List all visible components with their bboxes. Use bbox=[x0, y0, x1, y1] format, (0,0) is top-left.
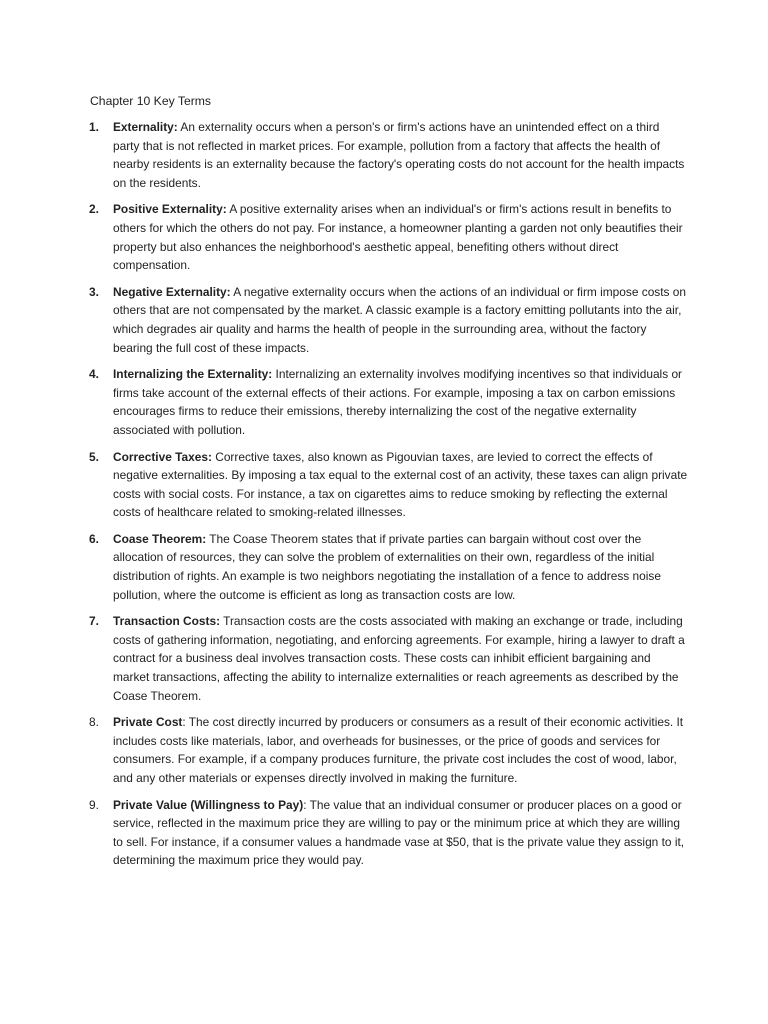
term-definition: : The value that an individual consumer or producer places on a good or service, reflected in the maximum price they are willing to pay or the minimum price at which they are willing to sell. For instance, if a consumer values a handmade vase at $50, that is the private value they assign to it, determining the maximum price they would pay. bbox=[113, 797, 685, 868]
key-term-item bbox=[89, 118, 689, 192]
term-name: Negative Externality: bbox=[113, 284, 231, 299]
term-definition: : The cost directly incurred by producers or consumers as a result of their economic activities. It includes costs like materials, labor, and overheads for businesses, or the price of goods and services for consumers. For example, if a company produces furniture, the private cost includes the cost of wood, labor, and any other materials or expenses directly involved in making the furniture. bbox=[113, 715, 684, 785]
key-term-item bbox=[89, 200, 689, 274]
key-term-item bbox=[89, 283, 689, 357]
term-number: 3. bbox=[89, 284, 99, 299]
term-definition: Internalizing an externality involves modifying incentives so that individuals or firms take account of the external effects of their actions. For example, imposing a tax on carbon emissions encourages firms to reduce their emissions, thereby internalizing the cost of the negative externality associated with pollution. bbox=[113, 367, 683, 437]
term-definition: A negative externality occurs when the actions of an individual or firm impose costs on others that are not compensated by the market. A classic example is a factory emitting pollutants into the air, which degrades air quality and harms the health of people in the surrounding area, without the factory bearing the full cost of these impacts. bbox=[113, 284, 687, 355]
term-number: 6. bbox=[89, 531, 99, 546]
term-definition: A positive externality arises when an individual's or firm's actions result in benefits to others for which the others do not pay. For instance, a homeowner planting a garden not only beautifies their property but also enhances the neighborhood's aesthetic appeal, benefiting others without direct compensation. bbox=[113, 202, 683, 273]
term-name: Transaction Costs: bbox=[113, 614, 221, 629]
key-term-item bbox=[89, 365, 689, 439]
key-term-item bbox=[89, 448, 689, 522]
key-term-item bbox=[89, 796, 689, 870]
term-definition: Transaction costs are the costs associated with making an exchange or trade, including costs of gathering information, negotiating, and enforcing agreements. For example, hiring a lawyer to draft a contract for a business deal involves transaction costs. These costs can inhibit efficient bargaining and market transactions, affecting the ability to internalize externalities or reach agreements as described by the Coase Theorem. bbox=[113, 614, 685, 703]
term-number: 2. bbox=[89, 202, 99, 217]
term-definition: The Coase Theorem states that if private parties can bargain without cost over the allocation of resources, they can solve the problem of externalities on their own, regardless of the initial distribution of rights. An example is two neighbors negotiating the installation of a fence to address noise pollution, where the outcome is efficient as long as transaction costs are low. bbox=[113, 531, 661, 602]
term-name: Coase Theorem: bbox=[113, 531, 207, 546]
term-name: Positive Externality: bbox=[113, 202, 227, 217]
term-number: 5. bbox=[89, 449, 99, 464]
term-definition: Corrective taxes, also known as Pigouvian taxes, are levied to correct the effects of negative externalities. By imposing a tax equal to the external cost of an activity, these taxes can align private costs with social costs. For instance, a tax on cigarettes aims to reduce smoking by reflecting the external costs of healthcare related to smoking-related illnesses. bbox=[113, 449, 688, 520]
term-number: 4. bbox=[89, 367, 99, 382]
key-term-item bbox=[89, 713, 689, 787]
term-number: 7. bbox=[89, 614, 99, 629]
key-terms-list bbox=[89, 118, 689, 878]
page-title: Chapter 10 Key Terms bbox=[90, 94, 212, 108]
term-name: Private Cost bbox=[113, 715, 183, 730]
term-name: Corrective Taxes: bbox=[113, 449, 212, 464]
term-definition: An externality occurs when a person's or firm's actions have an unintended effect on a third party that is not reflected in market prices. For example, pollution from a factory that affects the health of nearby residents is an externality because the factory's operating costs do not account for the health impacts on the residents. bbox=[113, 120, 685, 190]
term-name: Private Value (Willingness to Pay) bbox=[113, 797, 304, 812]
key-term-item bbox=[89, 612, 689, 705]
key-term-item bbox=[89, 530, 689, 604]
term-number: 8. bbox=[89, 715, 99, 730]
term-number: 1. bbox=[89, 120, 99, 134]
term-number: 9. bbox=[89, 797, 99, 812]
term-name: Externality: bbox=[113, 120, 178, 134]
term-name: Internalizing the Externality: bbox=[113, 367, 273, 382]
